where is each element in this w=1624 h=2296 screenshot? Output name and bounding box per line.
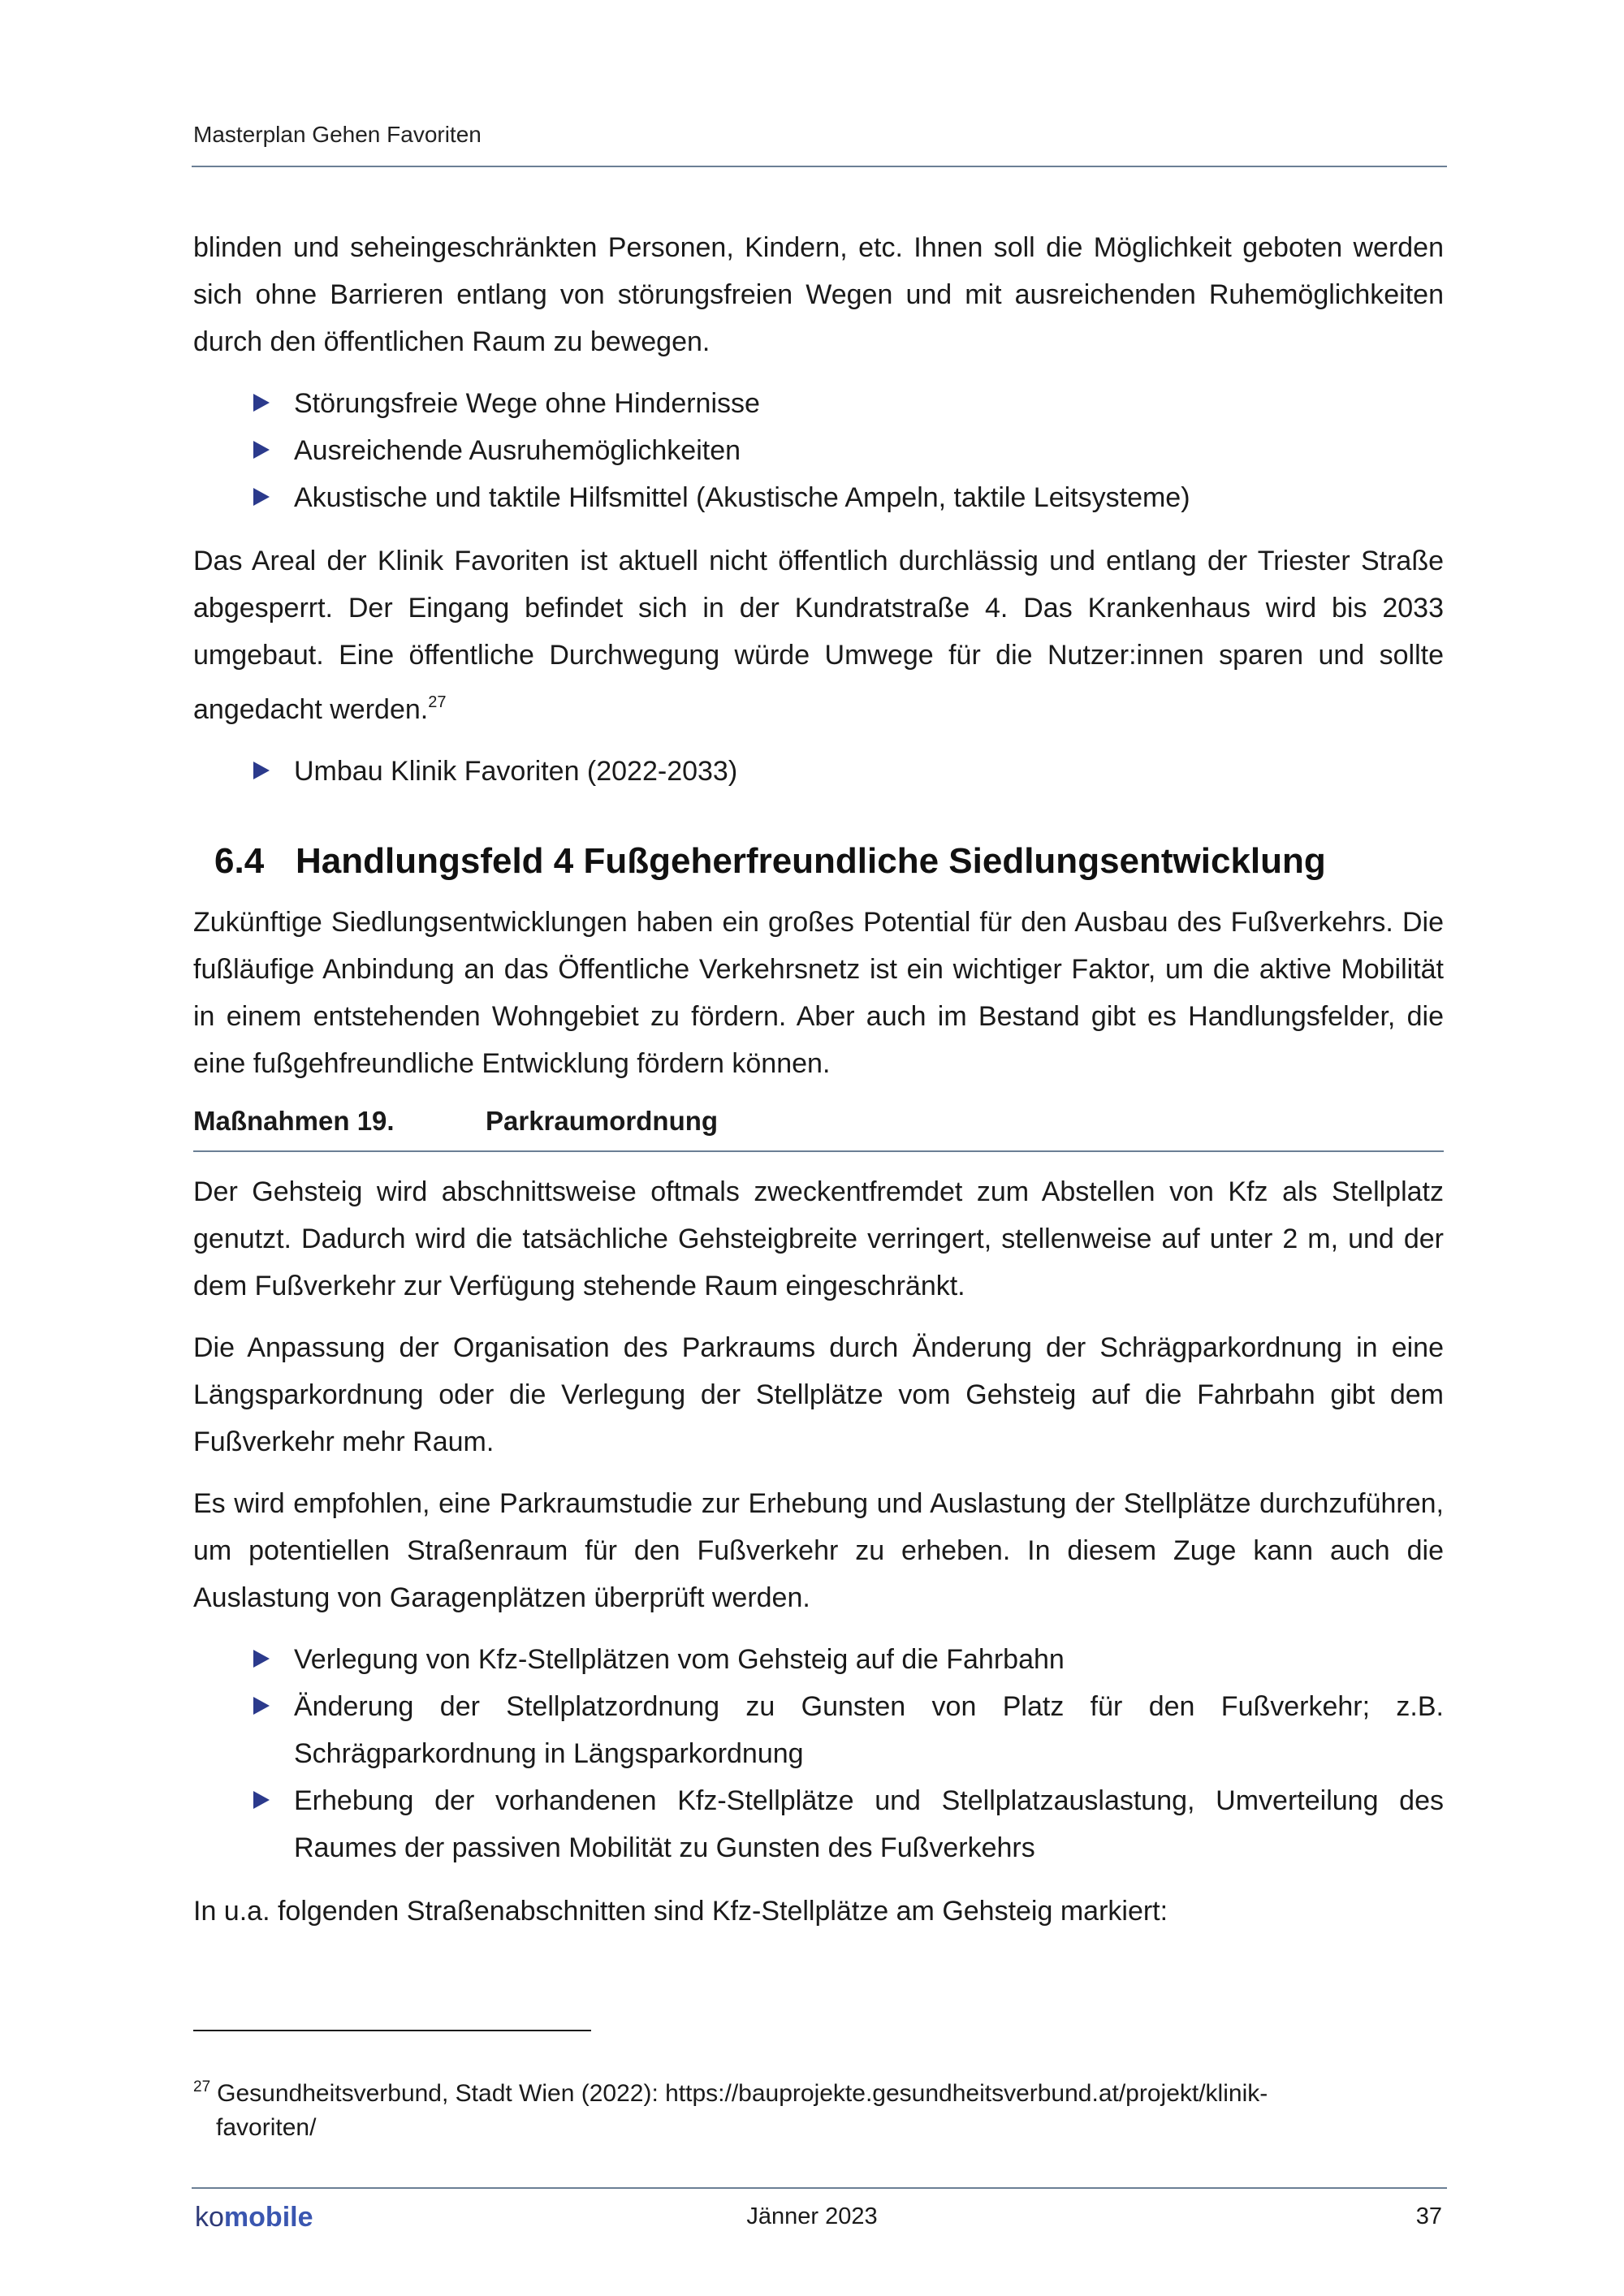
measure-title: Parkraumordnung	[486, 1106, 719, 1136]
triangle-bullet-icon	[253, 488, 270, 506]
triangle-bullet-icon	[253, 1791, 270, 1809]
header-rule	[192, 166, 1447, 167]
footnote-continuation[interactable]: favoriten/	[216, 2114, 317, 2141]
footnote	[193, 2070, 1411, 2145]
komobile-logo: komobile	[195, 2202, 313, 2233]
triangle-bullet-icon	[253, 1697, 270, 1715]
list-item: Ausreichende Ausruhemöglichkeiten	[193, 427, 1444, 474]
measure-paragraph: Der Gehsteig wird abschnittsweise oftmals zweckentfremdet zum Abstellen von Kfz als Stellplatz genutzt. Dadurch wird die tatsächliche Gehsteigbreite verringert, stellenweise auf unter 2 m, und der dem Fußverkehr zur Verfügung stehende Raum eingeschränkt.	[193, 1176, 1444, 1301]
measure-label: Maßnahmen 19.	[193, 1106, 395, 1136]
footnote-rule	[193, 2030, 591, 2031]
section-title: Handlungsfeld 4 Fußgeherfreundliche Siedlungsentwicklung	[296, 841, 1326, 881]
triangle-bullet-icon	[253, 1650, 270, 1668]
section-heading	[214, 835, 1444, 887]
page-content	[193, 224, 1444, 1949]
triangle-bullet-icon	[253, 762, 270, 779]
footer-rule	[192, 2187, 1447, 2189]
footnote-text[interactable]: Gesundheitsverbund, Stadt Wien (2022): https://bauprojekte.gesundheitsverbund.at/projekt/klinik-	[217, 2080, 1268, 2107]
measure-bullet-list	[193, 1636, 1444, 1871]
measure-heading	[193, 1102, 1444, 1152]
measure-paragraph: Die Anpassung der Organisation des Parkraums durch Änderung der Schrägparkordnung in eine Längsparkordnung oder die Verlegung der Stellplätze vom Gehsteig auf die Fahrbahn gibt dem Fußverkehr mehr Raum.	[193, 1332, 1444, 1457]
running-header: Masterplan Gehen Favoriten	[193, 122, 482, 147]
triangle-bullet-icon	[253, 441, 270, 459]
intro-bullet-list	[193, 380, 1444, 521]
triangle-bullet-icon	[253, 394, 270, 412]
footer-date: Jänner 2023	[746, 2203, 878, 2229]
section-number: 6.4	[214, 841, 265, 881]
page-number: 37	[1415, 2203, 1442, 2229]
intro-paragraph: blinden und seheingeschränkten Personen, Kindern, etc. Ihnen soll die Möglichkeit geboten werden sich ohne Barrieren entlang von störungsfreien Wegen und mit ausreichenden Ruhemöglichkeiten durch den öffentlichen Raum zu bewegen.	[193, 232, 1444, 357]
klinik-bullet-list	[193, 748, 1444, 795]
footnote-reference[interactable]: 27	[428, 693, 447, 711]
measure-paragraph: Es wird empfohlen, eine Parkraumstudie zur Erhebung und Auslastung der Stellplätze durchzuführen, um potentiellen Straßenraum für den Fußverkehr zu erheben. In diesem Zuge kann auch die Auslastung von Garagenplätzen überprüft werden.	[193, 1488, 1444, 1613]
list-item: Änderung der Stellplatzordnung zu Gunsten von Platz für den Fußverkehr; z.B. Schrägparkordnung in Längsparkordnung	[193, 1683, 1444, 1777]
list-item: Störungsfreie Wege ohne Hindernisse	[193, 380, 1444, 427]
closing-paragraph: In u.a. folgenden Straßenabschnitten sind Kfz-Stellplätze am Gehsteig markiert:	[193, 1896, 1168, 1927]
klinik-paragraph: Das Areal der Klinik Favoriten ist aktuell nicht öffentlich durchlässig und entlang der Triester Straße abgesperrt. Der Eingang befindet sich in der Kundratstraße 4. Das Krankenhaus wird bis 2033 umgebaut. Eine öffentliche Durchwegung würde Umwege für die Nutzer:innen sparen und sollte angedacht werden.$^{27}$	[193, 546, 1444, 725]
list-item: Erhebung der vorhandenen Kfz-Stellplätze und Stellplatzauslastung, Umverteilung des Raumes der passiven Mobilität zu Gunsten des Fußverkehrs	[193, 1777, 1444, 1871]
section-paragraph: Zukünftige Siedlungsentwicklungen haben ein großes Potential für den Ausbau des Fußverkehrs. Die fußläufige Anbindung an das Öffentliche Verkehrsnetz ist ein wichtiger Faktor, um die aktive Mobilität in einem entstehenden Wohngebiet zu fördern. Aber auch im Bestand gibt es Handlungsfelder, die eine fußgehfreundliche Entwicklung fördern können.	[193, 907, 1444, 1079]
list-item: Verlegung von Kfz-Stellplätzen vom Gehsteig auf die Fahrbahn	[193, 1636, 1444, 1683]
footnote-number: 27	[193, 2078, 211, 2095]
list-item: Akustische und taktile Hilfsmittel (Akustische Ampeln, taktile Leitsysteme)	[193, 474, 1444, 521]
list-item: Umbau Klinik Favoriten (2022-2033)	[193, 748, 1444, 795]
